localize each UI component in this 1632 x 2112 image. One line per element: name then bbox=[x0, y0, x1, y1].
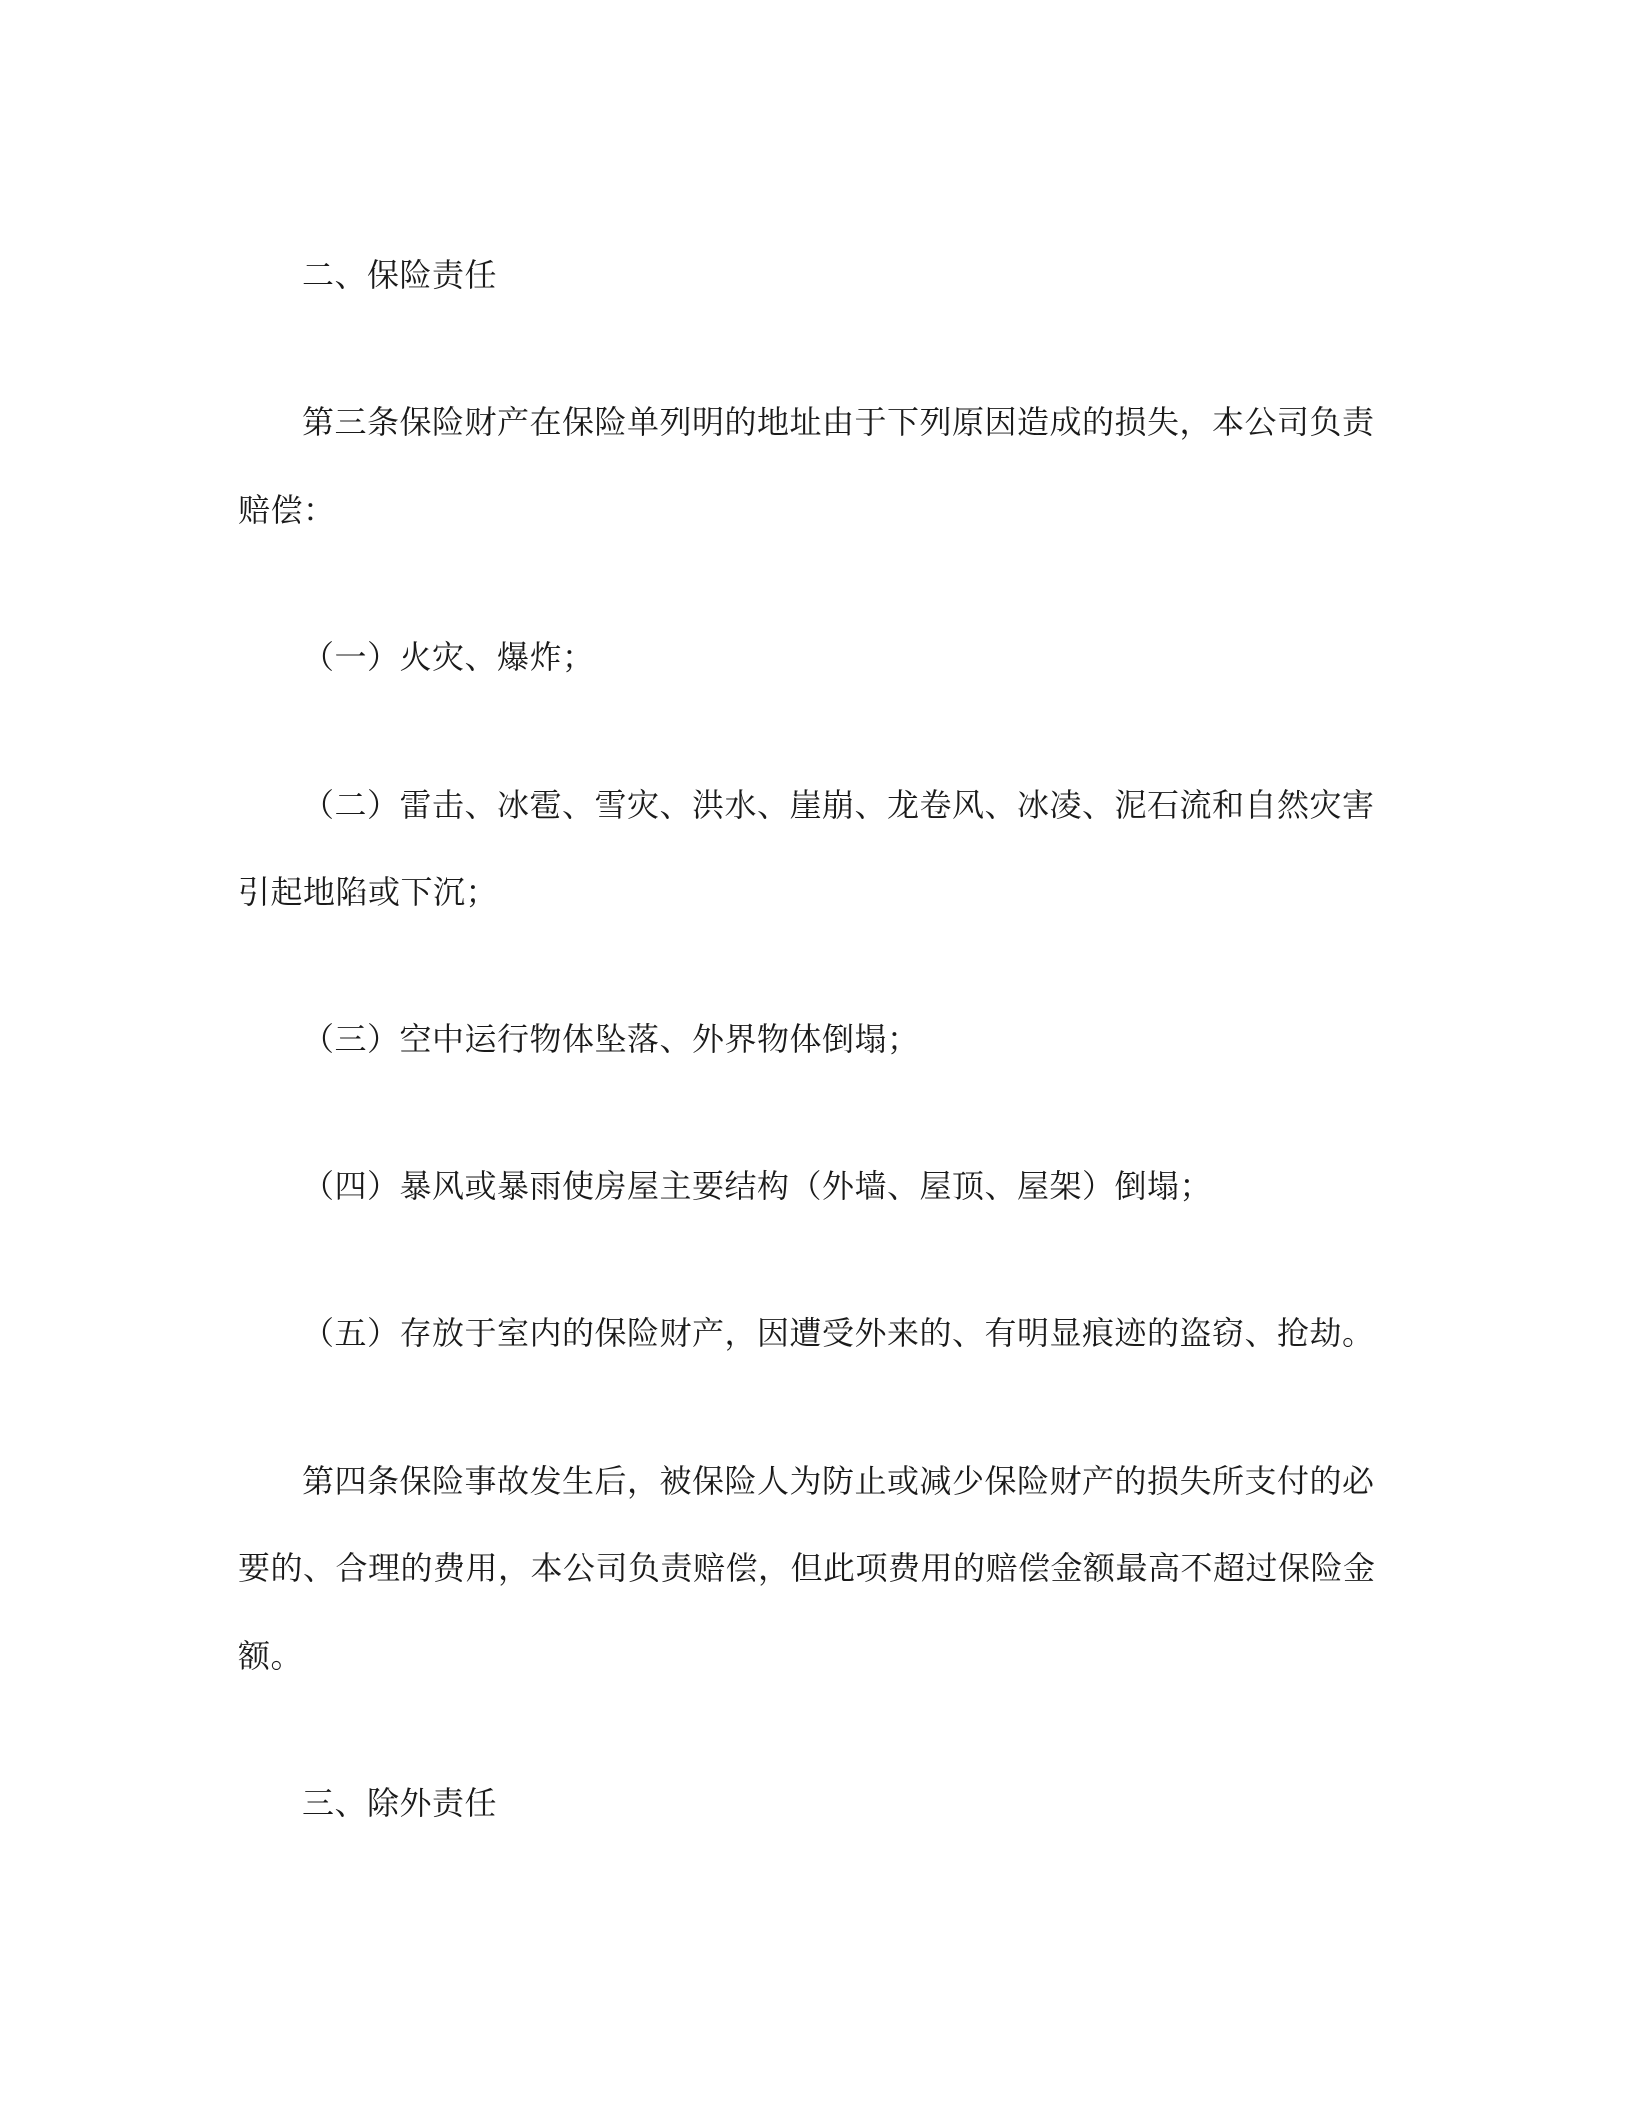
list-item-1: （一）火灾、爆炸； bbox=[302, 638, 595, 676]
article-4-line-2: 要的、合理的费用，本公司负责赔偿，但此项费用的赔偿金额最高不超过保险金 bbox=[238, 1549, 1376, 1587]
article-4-line-1: 第四条保险事故发生后，被保险人为防止或减少保险财产的损失所支付的必 bbox=[302, 1462, 1375, 1500]
article-3-line-1: 第三条保险财产在保险单列明的地址由于下列原因造成的损失，本公司负责 bbox=[302, 403, 1375, 441]
section-heading: 三、除外责任 bbox=[302, 1784, 498, 1822]
article-4-line-3: 额。 bbox=[238, 1637, 304, 1675]
article-3-line-2: 赔偿： bbox=[238, 491, 336, 529]
list-item-2-line-2: 引起地陷或下沉； bbox=[238, 873, 499, 911]
list-item-4: （四）暴风或暴雨使房屋主要结构（外墙、屋顶、屋架）倒塌； bbox=[302, 1167, 1213, 1205]
section-heading: 二、保险责任 bbox=[302, 256, 498, 294]
list-item-2-line-1: （二）雷击、冰雹、雪灾、洪水、崖崩、龙卷风、冰凌、泥石流和自然灾害 bbox=[302, 786, 1375, 824]
list-item-5: （五）存放于室内的保险财产，因遭受外来的、有明显痕迹的盗窃、抢劫。 bbox=[302, 1314, 1375, 1352]
list-item-3: （三）空中运行物体坠落、外界物体倒塌； bbox=[302, 1020, 920, 1058]
